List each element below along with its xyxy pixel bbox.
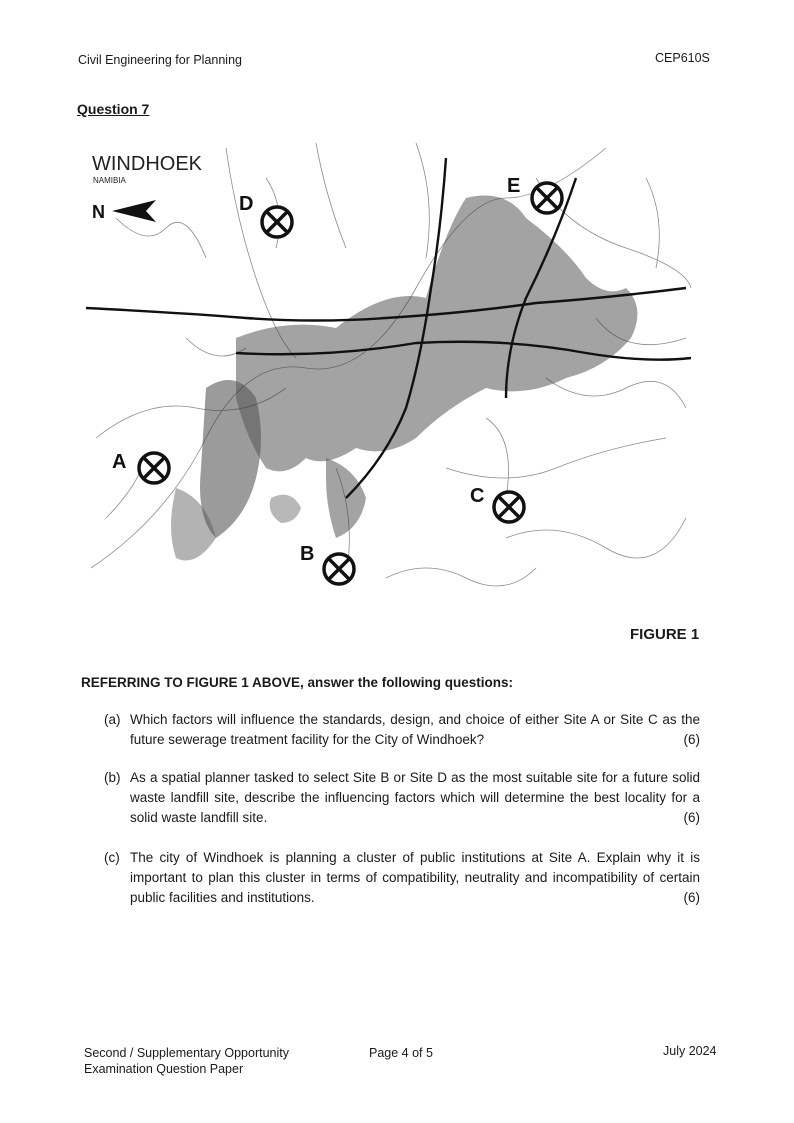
north-letter: N [92, 202, 105, 222]
question-b-label: (b) [104, 770, 121, 785]
site-b-marker [300, 543, 354, 584]
map-graphic [86, 138, 694, 600]
intro-instruction: REFERRING TO FIGURE 1 ABOVE, answer the following questions: [81, 675, 514, 690]
map-country-name: NAMIBIA [93, 176, 126, 185]
figure-caption: FIGURE 1 [630, 626, 700, 643]
site-a-label: A [112, 451, 127, 473]
question-c [104, 848, 700, 908]
site-e-label: E [507, 175, 521, 197]
footer-date: July 2024 [663, 1044, 717, 1058]
footer-line-1: Second / Supplementary Opportunity [84, 1046, 289, 1060]
question-c-text: The city of Windhoek is planning a cluster of public institutions at Site A. Explain why it is important to plan this cluster in terms of compatibility, neutrality and incompatibility of certain public facilities and institutions. [130, 850, 700, 905]
question-b-marks: (6) [683, 810, 700, 825]
footer-page-number: Page 4 of 5 [369, 1046, 433, 1060]
windhoek-map [86, 138, 694, 600]
footer-exam-type [84, 1045, 289, 1077]
site-c-label: C [470, 485, 485, 507]
question-c-marks: (6) [683, 890, 700, 905]
question-a-text: Which factors will influence the standards, design, and choice of either Site A or Site C as the future sewerage treatment facility for the City of Windhoek? [130, 712, 700, 747]
urban-area [171, 196, 637, 561]
map-city-name: WINDHOEK [92, 153, 202, 175]
question-b-text: As a spatial planner tasked to select Site B or Site D as the most suitable site for a future solid waste landfill site, describe the influencing factors which will determine the best locality for a solid waste landfill site. [130, 770, 700, 825]
header-code: CEP610S [655, 51, 710, 65]
header-course: Civil Engineering for Planning [78, 53, 242, 67]
reservoir [270, 495, 301, 523]
question-title: Question 7 [77, 101, 150, 117]
question-a-marks: (6) [683, 732, 700, 747]
question-a-label: (a) [104, 712, 121, 727]
question-c-label: (c) [104, 850, 120, 865]
question-a [104, 710, 700, 750]
question-b [104, 768, 700, 828]
footer-line-2: Examination Question Paper [84, 1062, 244, 1076]
north-arrow-icon [112, 200, 156, 222]
site-d-label: D [239, 193, 254, 215]
site-c-marker [470, 485, 524, 522]
site-d-marker [239, 193, 292, 237]
site-a-marker [112, 451, 169, 483]
site-b-label: B [300, 543, 315, 565]
